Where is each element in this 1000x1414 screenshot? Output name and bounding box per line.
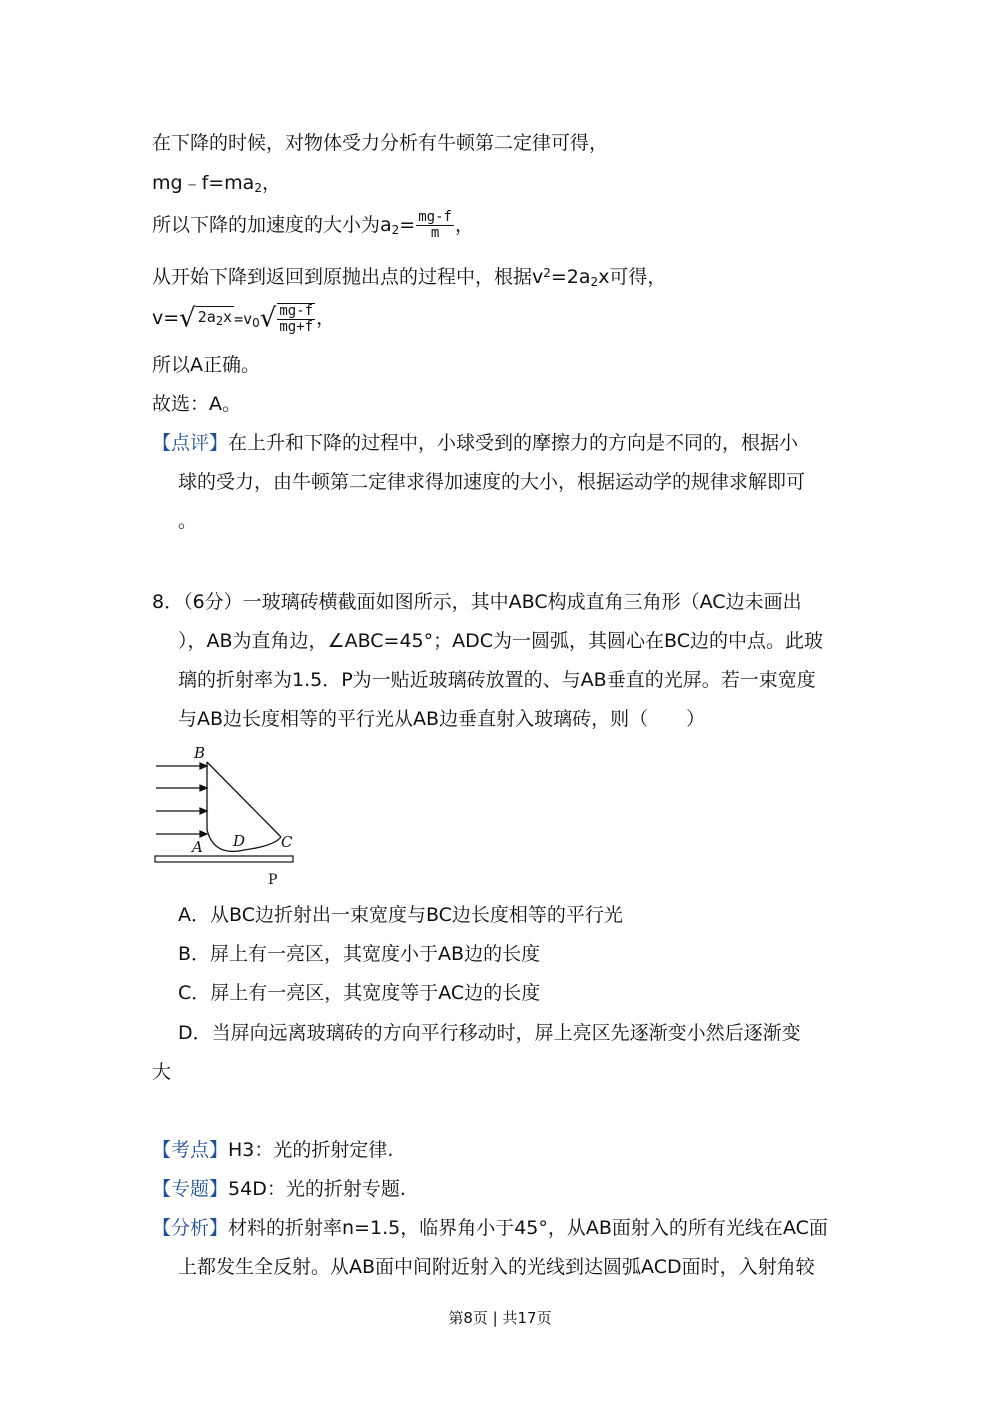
fenxi-line-2: 上都发生全反射。从AB面中间附近射入的光线到达圆弧ACD面时，入射角较 [178,1256,815,1278]
text: 从开始下降到返回到原抛出点的过程中，根据v [152,266,544,288]
fraction-sqrt [277,303,315,335]
text: x [223,308,233,326]
solution-line-2 [152,170,281,201]
fraction-numerator: mg-f [418,209,452,225]
comment-tag: 【点评】 [152,432,229,454]
equals: = [399,214,416,236]
subscript: 0 [252,316,260,330]
solution-line-4 [152,260,666,295]
text: =2a [550,266,591,288]
sqrt-term [196,306,234,331]
question-line-1: 8．（6分）一玻璃砖横截面如图所示，其中ABC构成直角三角形（AC边未画出 [152,591,802,613]
label-c: C [281,833,293,851]
text: 2a [197,308,216,326]
solution-line-3 [152,203,474,252]
option-a: A．从BC边折射出一束宽度与BC边长度相等的平行光 [178,904,623,926]
option-c: C．屏上有一亮区，其宽度等于AC边的长度 [178,982,541,1004]
subscript: 2 [215,314,224,328]
question-line-3: 璃的折射率为1.5．P为一贴近玻璃砖放置的、与AB垂直的光屏。若一束宽度 [178,669,816,691]
kaodian-text: H3：光的折射定律. [228,1139,394,1161]
radical-sign: √ [179,303,196,334]
option-d-line-2: 大 [152,1061,172,1083]
equation-text: mg﹣f=ma [152,172,255,194]
kaodian-line [152,1137,393,1163]
question-line-4: 与AB边长度相等的平行光从AB边垂直射入玻璃砖，则（ ） [178,708,706,730]
solution-line-1: 在下降的时候，对物体受力分析有牛顿第二定律可得， [152,132,609,154]
label-d: D [233,832,246,850]
fraction-numerator: mg-f [279,302,314,319]
fraction-denominator: mg+f [279,318,314,335]
radical-sign: √ [259,303,277,334]
label-p: P [268,872,278,888]
option-b: B．屏上有一亮区，其宽度小于AB边的长度 [178,943,541,965]
solution-line-6: 所以A正确。 [152,354,260,376]
subscript: 2 [391,223,400,237]
text: 所以下降的加速度的大小为a [152,214,392,236]
label-b: B [194,744,206,762]
text: x可得， [598,266,667,288]
zhuanti-text: 54D：光的折射专题. [228,1178,406,1200]
label-a: A [192,838,203,856]
superscript: 2 [543,266,551,280]
kaodian-tag: 【考点】 [152,1139,229,1161]
subscript: 2 [590,275,599,289]
screen-p [155,856,293,862]
text: v= [152,307,180,329]
punct: ， [316,307,336,329]
page-footer: 第8页 | 共17页 [448,1309,552,1327]
comment-line-1 [152,430,798,456]
punct: ， [454,214,474,236]
fenxi-tag: 【分析】 [152,1217,229,1239]
question-line-2: ），AB为直角边，∠ABC=45°；ADC为一圆弧，其圆心在BC边的中点。此玻 [178,630,823,652]
zhuanti-line [152,1176,406,1202]
fenxi-line-1 [152,1215,828,1241]
comment-line-2: 球的受力，由牛顿第二定律求得加速度的大小，根据运动学的规律求解即可 [178,471,806,493]
punct: ， [261,172,281,194]
incident-light-arrows [156,763,207,837]
subscript: 2 [254,181,262,195]
comment-text: 在上升和下降的过程中，小球受到的摩擦力的方向是不同的，根据小 [228,432,799,454]
glass-brick-figure [150,742,310,892]
zhuanti-tag: 【专题】 [152,1178,229,1200]
comment-line-3: 。 [178,510,198,532]
equals: =v [234,310,253,328]
fenxi-text: 材料的折射率n=1.5，临界角小于45°，从AB面射入的所有光线在AC面 [228,1217,828,1239]
option-d-line-1: D．当屏向远离玻璃砖的方向平行移动时，屏上亮区先逐渐变小然后逐渐变 [178,1022,801,1044]
solution-line-7: 故选：A。 [152,393,241,415]
fraction-denominator: m [430,225,440,241]
solution-line-5 [152,296,335,345]
fraction-a2 [416,210,454,241]
